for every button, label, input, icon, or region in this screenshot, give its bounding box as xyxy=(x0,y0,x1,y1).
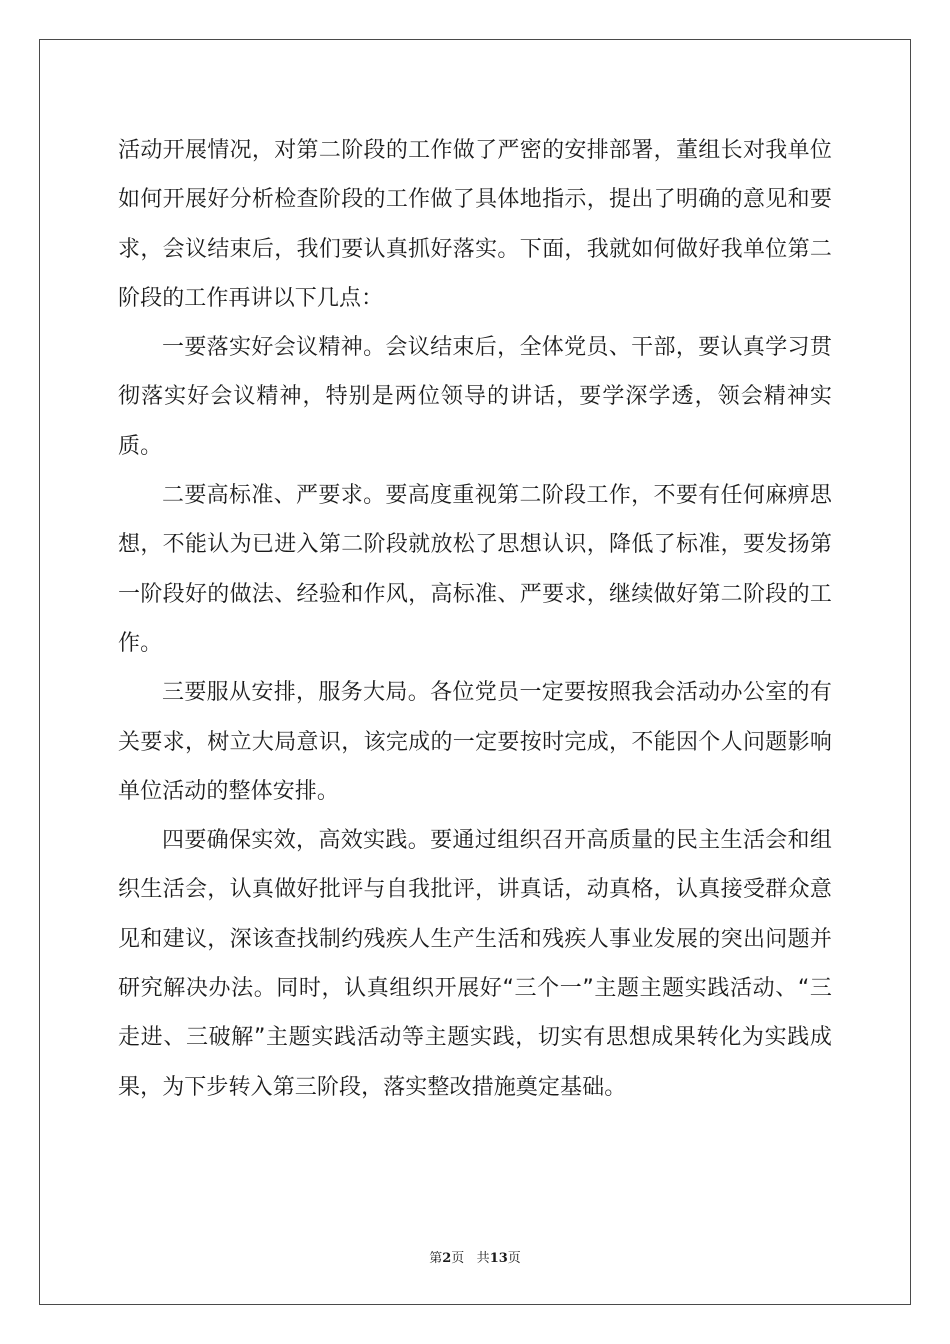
paragraph-1: 活动开展情况，对第二阶段的工作做了严密的安排部署，董组长对我单位如何开展好分析检查阶段的工作做了具体地指示，提出了明确的意见和要求，会议结束后，我们要认真抓好落实。下面，我就如何做好我单位第二阶段的工作再讲以下几点： xyxy=(118,138,832,311)
document-body xyxy=(118,126,832,1112)
paragraph-5: 四要确保实效，高效实践。要通过组织召开高质量的民主生活会和组织生活会，认真做好批评与自我批评，讲真话，动真格，认真接受群众意见和建议，深该查找制约残疾人生产生活和残疾人事业发展的突出问题并研究解决办法。同时，认真组织开展好“三个一”主题主题实践活动、“三走进、三破解”主题实践活动等主题实践，切实有思想成果转化为实践成果，为下步转入第三阶段，落实整改措施奠定基础。 xyxy=(118,828,832,1100)
footer-total-prefix: 共 xyxy=(476,1251,490,1266)
page-footer xyxy=(0,1247,950,1266)
footer-total-suffix: 页 xyxy=(507,1251,521,1266)
footer-prefix: 第 xyxy=(429,1251,443,1266)
current-page-number: 2 xyxy=(442,1251,452,1266)
paragraph-3: 二要高标准、严要求。要高度重视第二阶段工作，不要有任何麻痹思想，不能认为已进入第二阶段就放松了思想认识，降低了标准，要发扬第一阶段好的做法、经验和作风，高标准、严要求，继续做好第二阶段的工作。 xyxy=(118,483,832,656)
paragraph-4: 三要服从安排，服务大局。各位党员一定要按照我会活动办公室的有关要求，树立大局意识，该完成的一定要按时完成，不能因个人问题影响单位活动的整体安排。 xyxy=(118,680,832,804)
paragraph-2: 一要落实好会议精神。会议结束后，全体党员、干部，要认真学习贯彻落实好会议精神，特别是两位领导的讲话，要学深学透，领会精神实质。 xyxy=(118,335,832,459)
footer-page-suffix: 页 xyxy=(451,1251,465,1266)
total-page-number: 13 xyxy=(489,1251,508,1266)
